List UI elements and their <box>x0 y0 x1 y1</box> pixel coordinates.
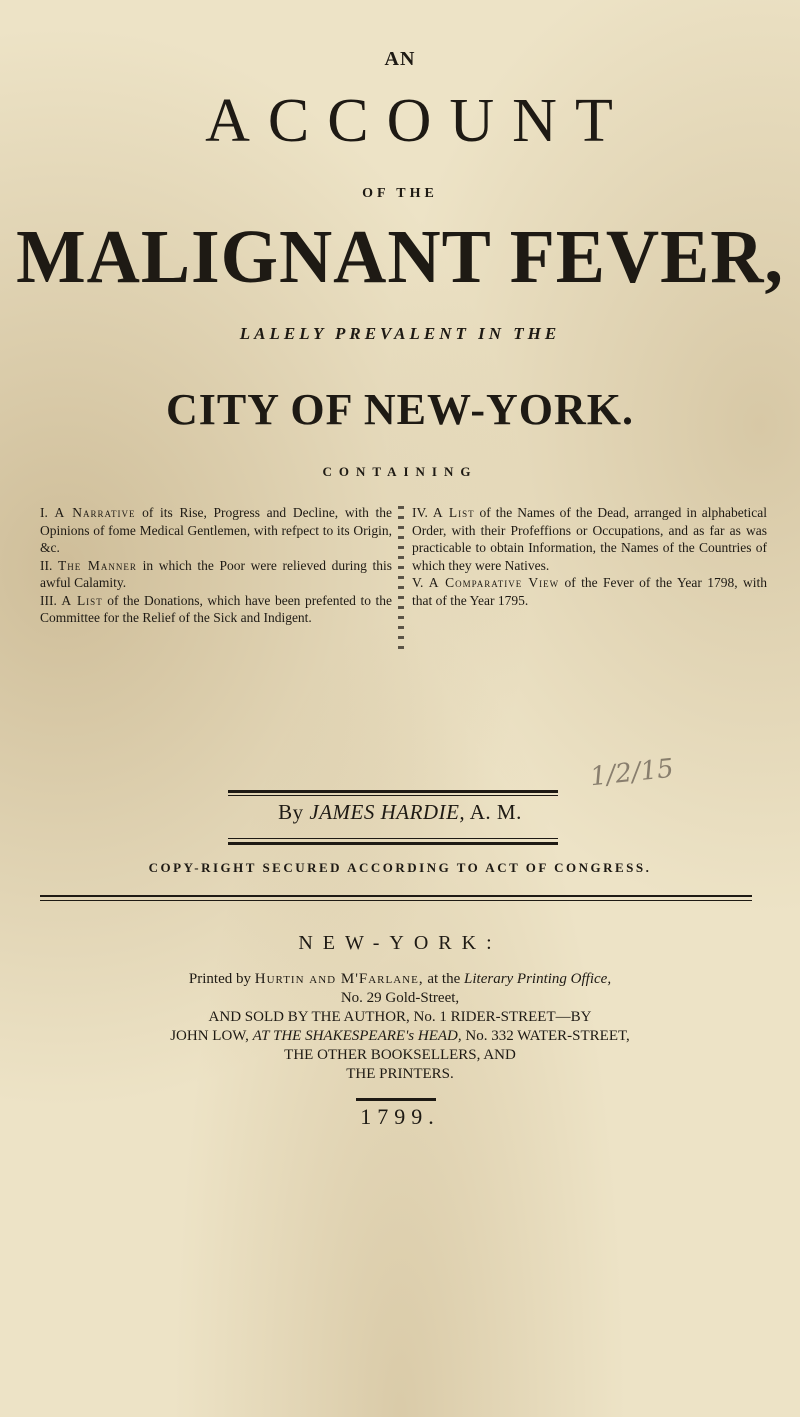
copyright-notice: COPY-RIGHT SECURED ACCORDING TO ACT OF CONGRESS. <box>148 860 652 875</box>
contents-left-column <box>40 504 392 627</box>
item-text: of the Fever of the Year 1798, with that of the Year 1795. <box>412 575 767 608</box>
item-number: V. <box>412 575 424 590</box>
item-number: IV. <box>412 505 428 520</box>
imprint-place: NEW-YORK: <box>298 932 502 954</box>
item-number: II. <box>40 557 53 573</box>
imprint-line-2: No. 29 Gold-Street, <box>340 990 460 1006</box>
item-lead: A Comparative View <box>428 575 560 590</box>
handwritten-note: 1/2/15 <box>588 753 676 793</box>
title-account: ACCOUNT <box>205 87 631 155</box>
imprint-line-1 <box>30 970 770 989</box>
imprint-line-4 <box>30 1027 770 1046</box>
bookseller-name: JOHN LOW, <box>170 1028 249 1044</box>
contents-item-5 <box>412 574 767 609</box>
item-lead: A List <box>432 505 475 520</box>
item-number: III. <box>40 592 57 608</box>
title-of-the: OF THE <box>362 186 438 201</box>
contents-item-3 <box>40 592 392 627</box>
imprint-printed-by: Printed by <box>188 971 251 987</box>
item-lead: A Narrative <box>54 505 136 520</box>
rule-below-byline <box>228 842 558 845</box>
imprint-line-3: AND SOLD BY THE AUTHOR, No. 1 RIDER-STREET—BY <box>208 1009 592 1025</box>
byline-prefix: By <box>278 800 304 824</box>
item-text: of the Donations, which have been prefented to the Committee for the Relief of the Sick and Indigent. <box>40 592 392 625</box>
imprint-line-5: THE OTHER BOOKSELLERS, AND <box>284 1047 516 1063</box>
item-lead: The Manner <box>58 557 137 573</box>
printer-names: Hurtin and M'Farlane, <box>254 971 424 987</box>
rule-above-byline-thin <box>228 795 558 796</box>
item-lead: A List <box>61 592 103 608</box>
bookshop-address: No. 332 WATER-STREET, <box>465 1028 630 1044</box>
item-number: I. <box>40 505 48 520</box>
rule-above-imprint <box>40 895 752 897</box>
contents-right-column <box>412 504 767 609</box>
item-text: of the Names of the Dead, arranged in alphabetical Order, with their Profeffions or Occupations, and as far as was practicable to obtain Information, the Names of the Countries of which they were Natives. <box>412 505 767 573</box>
contents-item-4 <box>412 504 767 574</box>
imprint <box>30 970 770 1084</box>
publication-year: 1799. <box>360 1104 440 1129</box>
title-an: AN <box>384 48 416 70</box>
title-lalely-prevalent: LALELY PREVALENT IN THE <box>239 324 561 343</box>
rule-below-byline-thin <box>228 838 558 839</box>
imprint-line-6: THE PRINTERS. <box>346 1066 454 1082</box>
rule-above-year <box>356 1098 436 1101</box>
byline <box>0 800 800 825</box>
contents-item-1 <box>40 504 392 557</box>
imprint-at-the: at the <box>427 971 461 987</box>
rule-above-imprint-thin <box>40 900 752 901</box>
author-degree: A. M. <box>469 800 522 824</box>
title-city-of-new-york: CITY OF NEW-YORK. <box>166 385 634 434</box>
containing-heading: CONTAINING <box>322 464 478 479</box>
rule-above-byline <box>228 790 558 793</box>
printing-office: Literary Printing Office, <box>464 971 612 987</box>
bookshop-name: AT THE SHAKESPEARE's HEAD, <box>252 1028 462 1044</box>
item-text: of its Rise, Progress and Decline, with the Opinions of fome Medical Gentlemen, with refpect to its Origin, &c. <box>40 505 393 555</box>
item-text: in which the Poor were relieved during this awful Calamity. <box>40 557 393 590</box>
author-name: JAMES HARDIE, <box>309 800 466 824</box>
contents-item-2 <box>40 557 392 592</box>
title-malignant-fever: MALIGNANT FEVER, <box>16 215 784 299</box>
column-divider <box>398 506 404 656</box>
